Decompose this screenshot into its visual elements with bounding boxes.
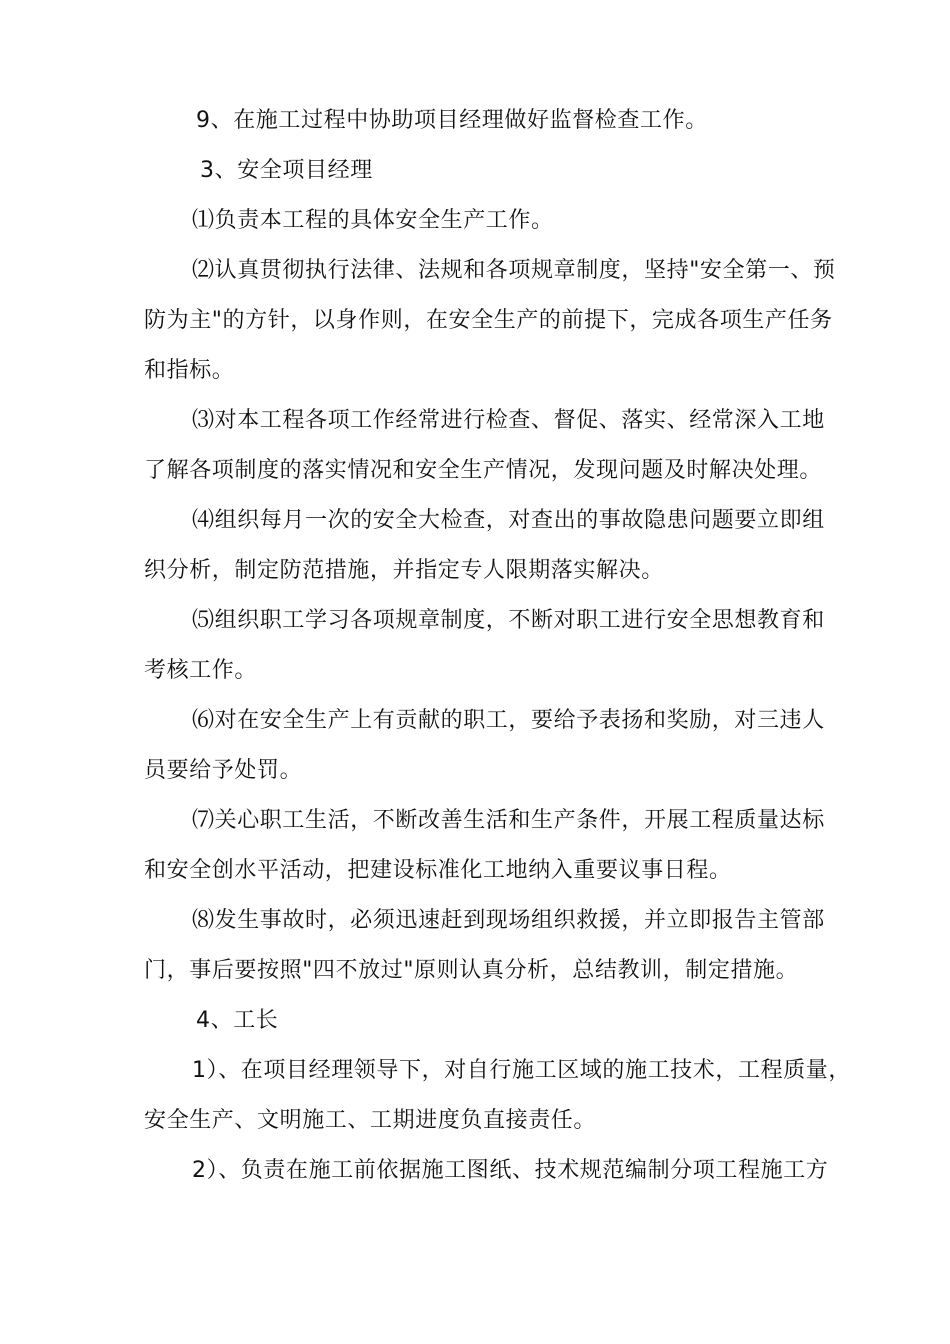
paragraph-4-line-1: ⑷组织每月一次的安全大检查，对查出的事故隐患问题要立即组 xyxy=(192,508,825,533)
foreman-item-2-line-1: 2）、负责在施工前依据施工图纸、技术规范编制分项工程施工方 xyxy=(192,1158,829,1183)
paragraph-6-line-1: ⑹对在安全生产上有贡献的职工，要给予表扬和奖励，对三违人 xyxy=(192,708,825,733)
list-item-9: 9、在施工过程中协助项目经理做好监督检查工作。 xyxy=(196,108,708,133)
paragraph-7-line-2: 和安全创水平活动，把建设标准化工地纳入重要议事日程。 xyxy=(144,858,732,883)
paragraph-8-line-2: 门，事后要按照"四不放过"原则认真分析，总结教训，制定措施。 xyxy=(144,958,799,983)
paragraph-2-line-3: 和指标。 xyxy=(144,358,235,383)
section-heading-safety-manager: 3、安全项目经理 xyxy=(200,158,373,183)
paragraph-5-line-1: ⑸组织职工学习各项规章制度，不断对职工进行安全思想教育和 xyxy=(192,608,825,633)
paragraph-1: ⑴负责本工程的具体安全生产工作。 xyxy=(192,208,554,233)
paragraph-2-line-1: ⑵认真贯彻执行法律、法规和各项规章制度，坚持"安全第一、预 xyxy=(192,258,836,283)
section-heading-foreman: 4、工长 xyxy=(196,1008,279,1033)
foreman-item-1-line-2: 安全生产、文明施工、工期进度负直接责任。 xyxy=(144,1108,597,1133)
paragraph-3-line-1: ⑶对本工程各项工作经常进行检查、督促、落实、经常深入工地 xyxy=(192,408,825,433)
paragraph-4-line-2: 织分析，制定防范措施，并指定专人限期落实解决。 xyxy=(144,558,664,583)
foreman-item-1-line-1: 1）、在项目经理领导下，对自行施工区域的施工技术，工程质量， xyxy=(192,1058,851,1083)
paragraph-7-line-1: ⑺关心职工生活，不断改善生活和生产条件，开展工程质量达标 xyxy=(192,808,825,833)
paragraph-3-line-2: 了解各项制度的落实情况和安全生产情况，发现问题及时解决处理。 xyxy=(144,458,823,483)
paragraph-8-line-1: ⑻发生事故时，必须迅速赶到现场组织救援，并立即报告主管部 xyxy=(192,908,825,933)
paragraph-6-line-2: 员要给予处罚。 xyxy=(144,758,303,783)
paragraph-5-line-2: 考核工作。 xyxy=(144,658,258,683)
paragraph-2-line-2: 防为主"的方针，以身作则，在安全生产的前提下，完成各项生产任务 xyxy=(144,308,833,333)
